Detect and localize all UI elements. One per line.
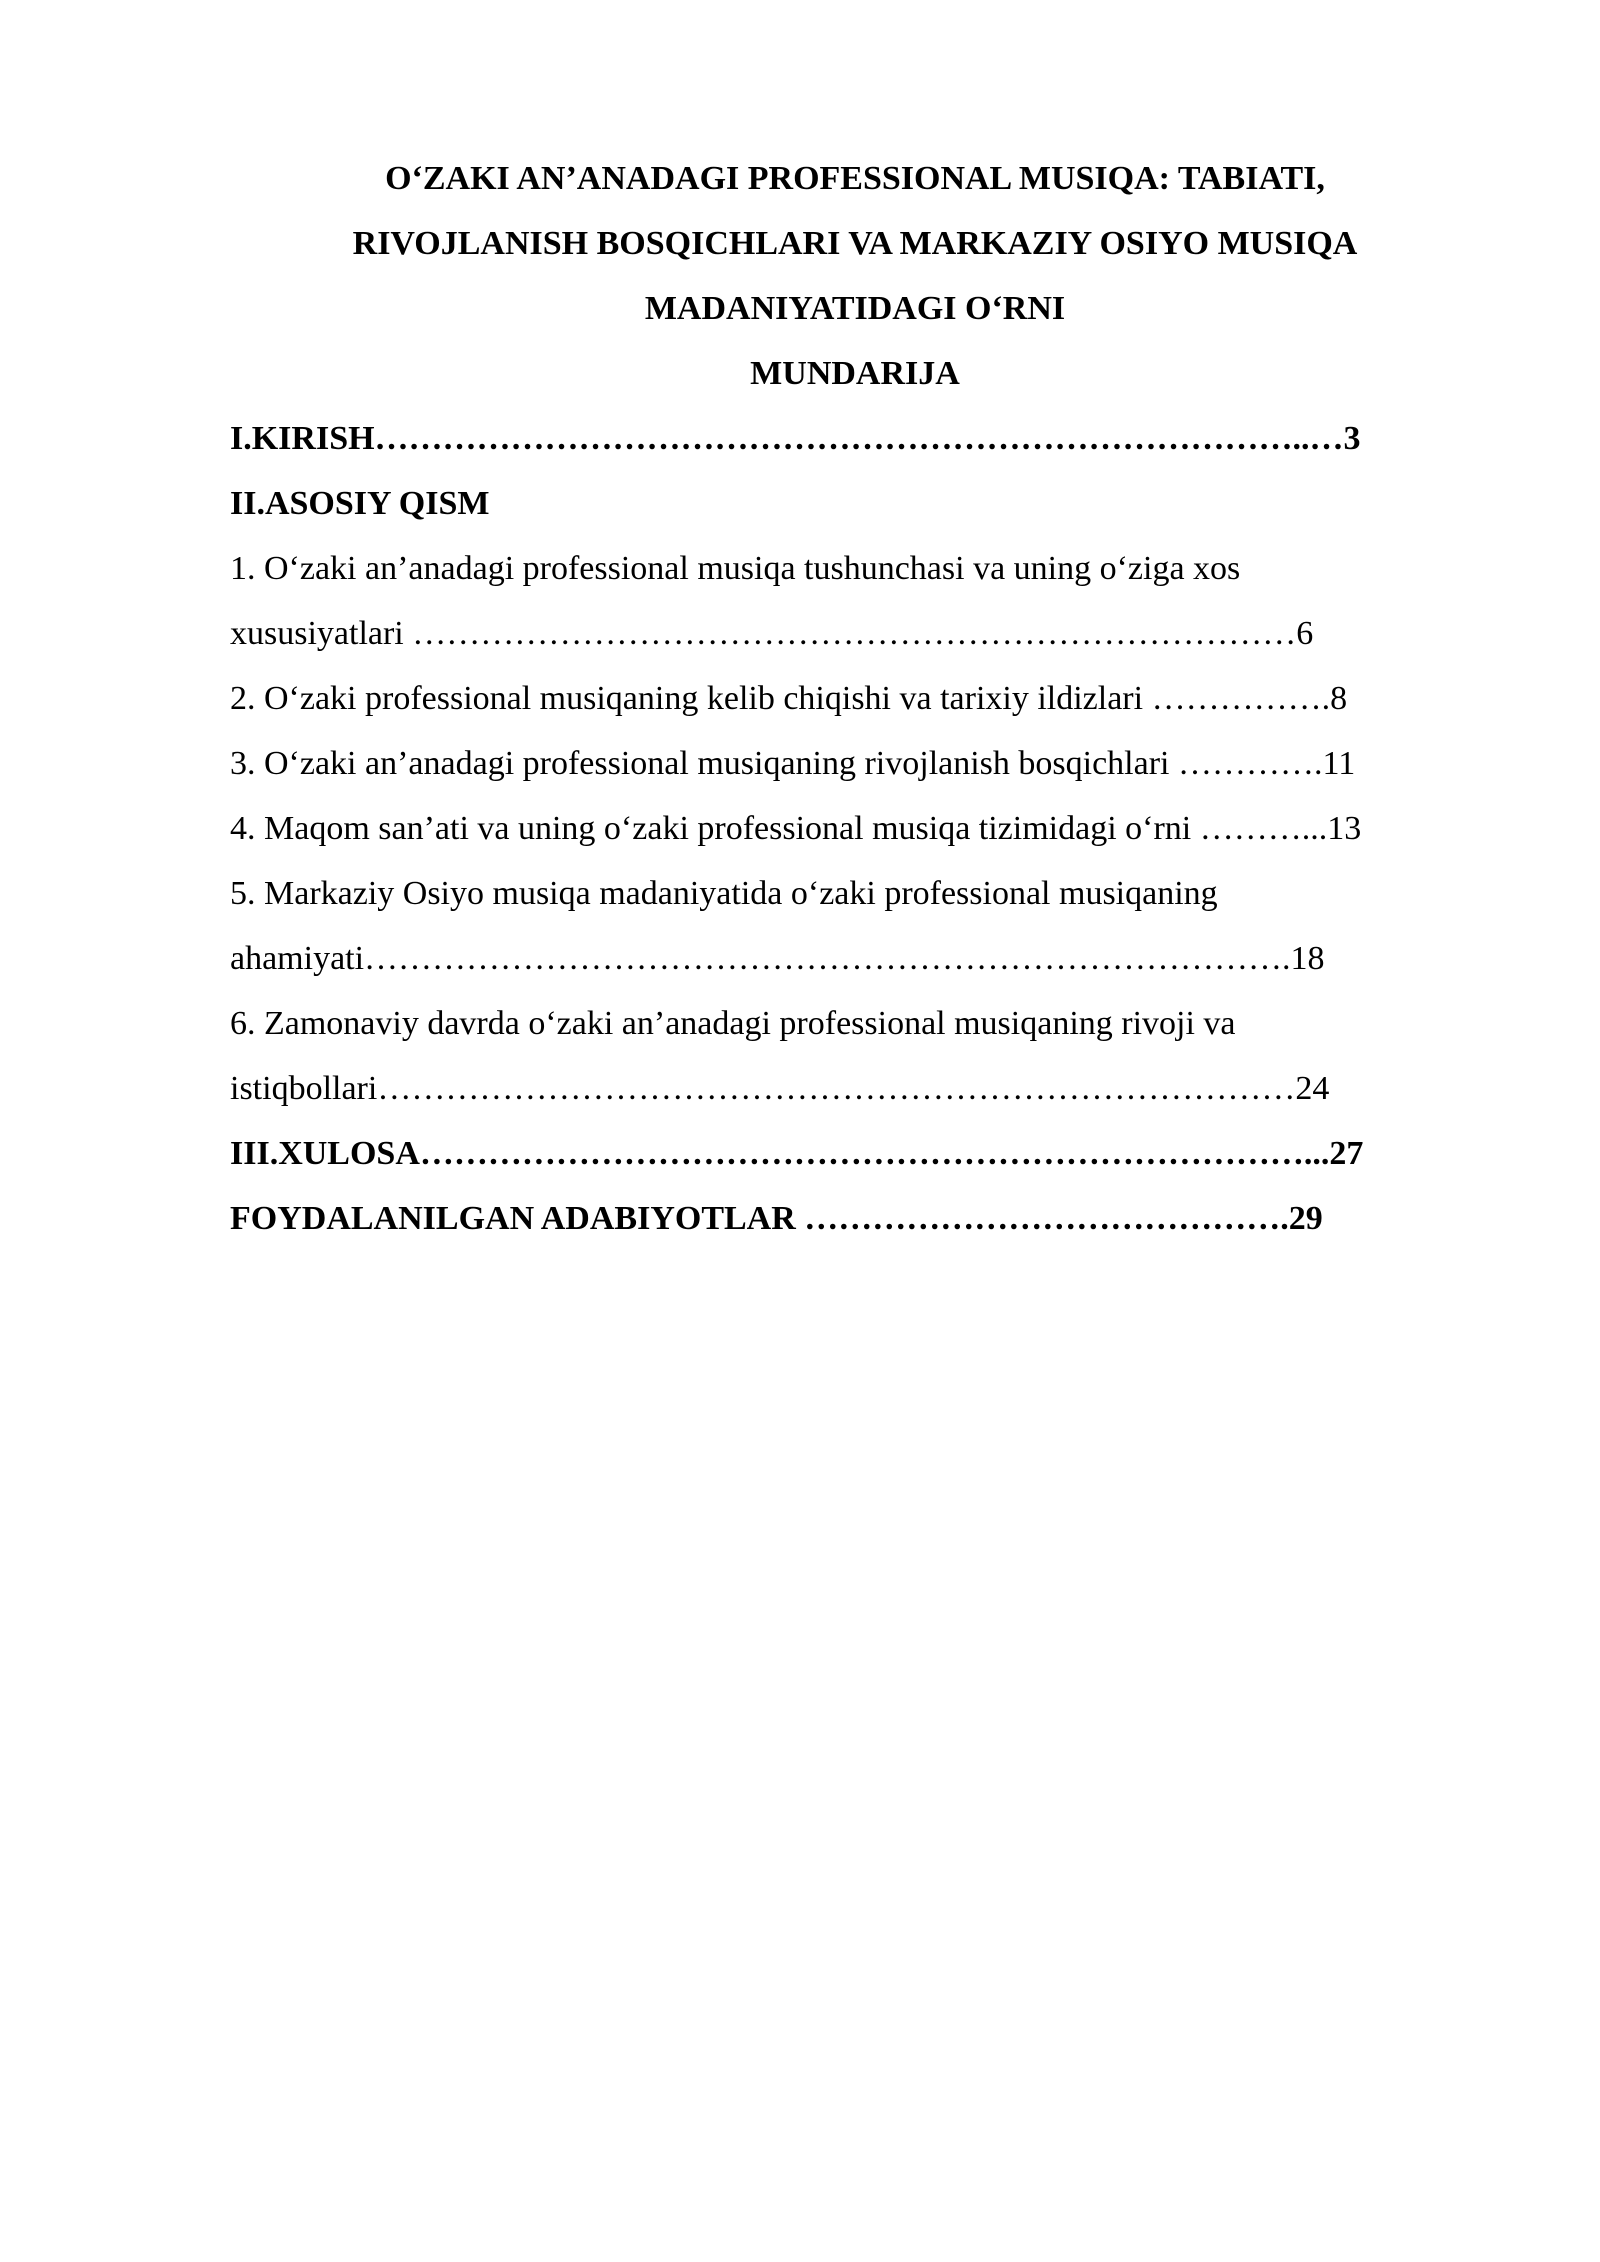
toc-entry-references: FOYDALANILGAN ADABIYOTLAR …………………………………….29	[230, 1200, 1323, 1237]
title-line-1: O‘ZAKI AN’ANADAGI PROFESSIONAL MUSIQA: TABIATI,	[385, 160, 1325, 197]
document-title	[230, 146, 1480, 406]
table-of-contents	[230, 406, 1485, 1251]
title-line-2: RIVOJLANISH BOSQICHLARI VA MARKAZIY OSIYO MUSIQA	[352, 225, 1358, 262]
toc-entry-conclusion: III.XULOSA……………………………………………………………………...27	[230, 1135, 1364, 1172]
toc-entry-2: 2. O‘zaki professional musiqaning kelib chiqishi va tarixiy ildizlari …………….8	[230, 680, 1348, 717]
toc-entry-5-line-2: ahamiyati……………………………………………………………………….18	[230, 940, 1325, 977]
toc-section-main-part: II.ASOSIY QISM	[230, 485, 490, 522]
title-line-3: MADANIYATIDAGI O‘RNI	[644, 290, 1066, 327]
toc-entry-1-line-1: 1. O‘zaki an’anadagi professional musiqa tushunchasi va uning o‘ziga xos	[230, 550, 1241, 587]
toc-entry-3: 3. O‘zaki an’anadagi professional musiqaning rivojlanish bosqichlari ………….11	[230, 745, 1356, 782]
toc-entry-6-line-2: istiqbollari………………………………………………………………………24	[230, 1070, 1330, 1107]
toc-entry-introduction: I.KIRISH………………………………………………………………………..…3	[230, 420, 1361, 457]
toc-entry-1-line-2: xususiyatlari ……………………………………………………………………6	[230, 615, 1314, 652]
toc-entry-6-line-1: 6. Zamonaviy davrda o‘zaki an’anadagi professional musiqaning rivoji va	[230, 1005, 1236, 1042]
toc-heading: MUNDARIJA	[750, 355, 960, 392]
toc-entry-4: 4. Maqom san’ati va uning o‘zaki professional musiqa tizimidagi o‘rni ………...13	[230, 810, 1362, 847]
toc-entry-5-line-1: 5. Markaziy Osiyo musiqa madaniyatida o‘zaki professional musiqaning	[230, 875, 1218, 912]
